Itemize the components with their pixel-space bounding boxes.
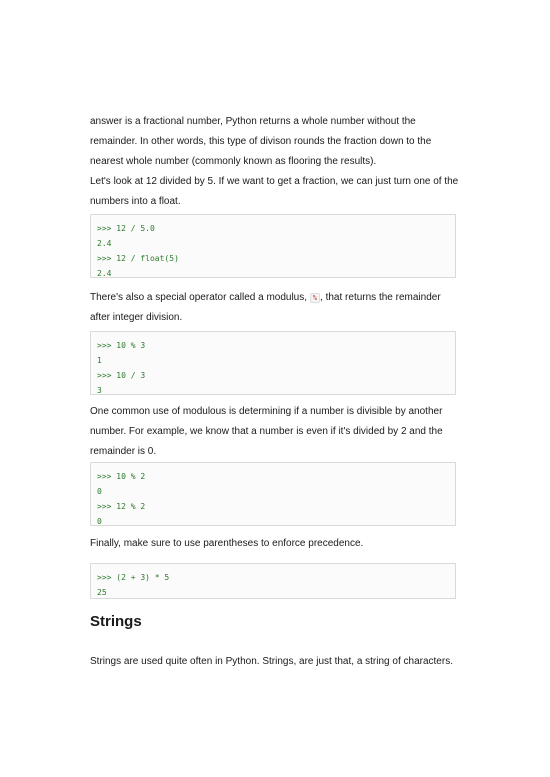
code-line: >>> 10 % 2 <box>97 472 146 481</box>
strings-paragraph: Strings are used quite often in Python. Strings, are just that, a string of characters. <box>90 656 453 667</box>
modulus-inline-code: % <box>310 293 320 303</box>
divisible-paragraph: One common use of modulous is determining if a number is divisible by another number. For example, we know that a number is even if it's divided by 2 and the remainder is 0. <box>90 406 443 457</box>
code-block-parentheses <box>90 563 456 599</box>
code-block-modulus <box>90 331 456 395</box>
code-block-even <box>90 462 456 526</box>
code-line: >>> 10 / 3 <box>97 371 146 380</box>
code-line: >>> 12 / float(5) <box>97 254 179 263</box>
precedence-paragraph: Finally, make sure to use parentheses to enforce precedence. <box>90 538 364 549</box>
strings-heading: Strings <box>90 613 142 630</box>
code-line: 0 <box>97 517 102 526</box>
modulus-text-before: There's also a special operator called a modulus, <box>90 292 310 303</box>
code-line: >>> 10 % 3 <box>97 341 146 350</box>
code-line: >>> 12 % 2 <box>97 502 146 511</box>
code-block-float-division <box>90 214 456 278</box>
code-line: 25 <box>97 588 107 597</box>
code-line: >>> (2 + 3) * 5 <box>97 573 170 582</box>
code-line: >>> 12 / 5.0 <box>97 224 155 233</box>
modulus-text-after: , that returns the remainder after integer division. <box>90 292 441 323</box>
code-line: 3 <box>97 386 102 395</box>
fraction-paragraph: Let's look at 12 divided by 5. If we want to get a fraction, we can just turn one of the numbers into a float. <box>90 176 459 207</box>
intro-paragraph: answer is a fractional number, Python returns a whole number without the remainder. In other words, this type of divison rounds the fraction down to the nearest whole number (commonly known as flooring the results). <box>90 116 432 167</box>
modulus-paragraph <box>90 288 460 328</box>
code-line: 2.4 <box>97 269 112 278</box>
code-line: 1 <box>97 356 102 365</box>
code-line: 0 <box>97 487 102 496</box>
code-line: 2.4 <box>97 239 112 248</box>
